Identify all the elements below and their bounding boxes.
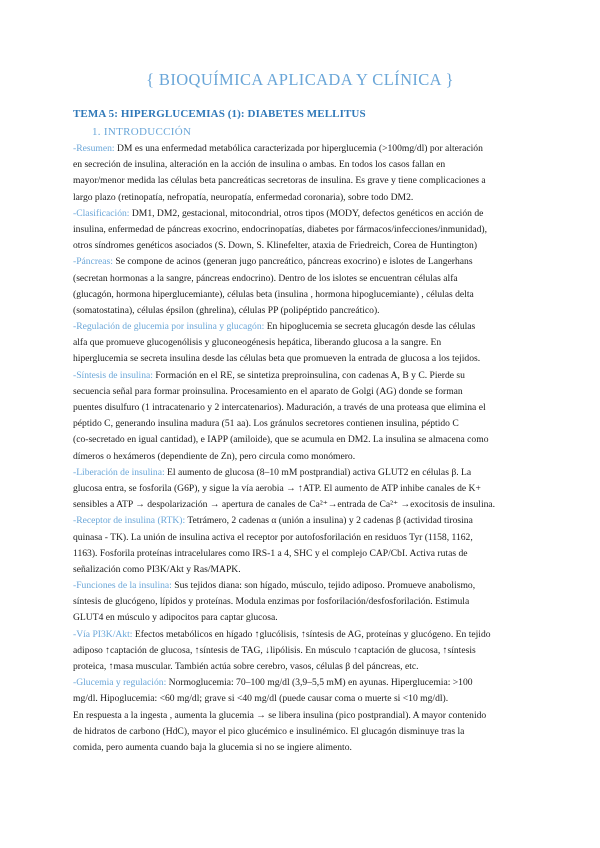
tema-heading: TEMA 5: HIPERGLUCEMIAS (1): DIABETES MELLITUS (73, 108, 366, 120)
text-line (73, 578, 533, 594)
paragraph-text: mayor/menor medida las células beta pancreáticas secretoras de insulina. Es grave y tiene complicaciones a (73, 175, 486, 187)
paragraph-text: puentes disulfuro (1 intracatenario y 2 intercatenarios). Maduración, a través de una proteasa que elimina el (73, 402, 486, 413)
text-line (73, 497, 533, 513)
paragraph-text: (co-secretado en igual cantidad), e IAPP (amiloide), que se acumula en DM2. La insulina se almacena como (73, 434, 489, 446)
text-line (73, 351, 533, 367)
paragraph-label: -Resumen: (73, 143, 115, 154)
text-line (73, 368, 533, 384)
paragraph-text: Sus tejidos diana: son hígado, músculo, tejido adiposo. Promueve anabolismo, (171, 580, 476, 592)
paragraph-label: -Clasificación: (73, 207, 130, 219)
text-line (73, 303, 533, 319)
paragraph-text: otros síndromes genéticos asociados (S. Down, S. Klinefelter, ataxia de Friedreich, Corea de Huntington) (73, 240, 478, 252)
paragraph-text: insulina, enfermedad de páncreas exocrino, endocrinopatías, diabetes por fármacos/infecciones/inmunidad), (73, 223, 487, 235)
section-heading: 1. INTRODUCCIÓN (92, 126, 192, 138)
text-line (73, 562, 533, 578)
document-body (73, 141, 533, 756)
paragraph-text: proteica, ↑masa muscular. También actúa sobre cerebro, vasos, células β del páncreas, etc. (73, 661, 419, 672)
paragraph-label: -Funciones de la insulina: (73, 580, 172, 592)
text-line (73, 546, 533, 562)
paragraph-text: En hipoglucemia se secreta glucagón desde las células (264, 321, 476, 333)
paragraph-text: DM1, DM2, gestacional, mitocondrial, otros tipos (MODY, defectos genéticos en acción de (129, 207, 484, 219)
paragraph-label: -Glucemia y regulación: (73, 677, 167, 689)
paragraph-text: (secretan hormonas a la sangre, páncreas endocrino). Dentro de los islotes se encuentran células alfa (73, 272, 458, 284)
text-line (73, 610, 533, 626)
text-line (73, 659, 533, 675)
paragraph-text: GLUT4 en músculo y adipocitos para captar glucosa. (73, 612, 278, 624)
document-title: { BIOQUÍMICA APLICADA Y CLÍNICA } (146, 70, 454, 89)
paragraph-text: alfa que promueve glucogenólisis y gluconeogénesis hepática, liberando glucosa a la sangre. En (73, 337, 442, 349)
text-line (73, 141, 533, 157)
paragraph-text: largo plazo (retinopatía, nefropatía, neuropatía, enfermedad coronaria), sobre todo DM2. (73, 191, 414, 203)
paragraph-text: 1163). Fosforila proteínas intracelulares como IRS-1 a 4, SHC y el complejo CAP/CbI. Activa rutas de (73, 547, 468, 559)
paragraph-text: en secreción de insulina, alteración en la acción de insulina o ambas. En todos los casos fallan en (73, 159, 446, 171)
text-line (73, 173, 533, 189)
paragraph-text: El aumento de glucosa (8–10 mM postprandial) activa GLUT2 en células β. La (164, 466, 472, 478)
text-line (73, 416, 533, 432)
paragraph-text: Efectos metabólicos en hígado ↑glucólisis, ↑síntesis de AG, proteínas y glucógeno. En tejido (132, 628, 491, 640)
text-line (73, 206, 533, 222)
paragraph-text: comida, pero aumenta cuando baja la glucemia si no se ingiere alimento. (73, 741, 352, 753)
paragraph-text: señalización como PI3K/Akt y Ras/MAPK. (73, 563, 241, 575)
paragraph-text: (glucagón, hormona hiperglucemiante), células beta (insulina , hormona hipoglucemiante) , células delta (73, 288, 474, 300)
text-line (73, 708, 533, 724)
paragraph-text: Normoglucemia: 70–100 mg/dl (3,9–5,5 mM) en ayunas. Hiperglucemia: >100 (166, 677, 473, 689)
text-line (73, 254, 533, 270)
paragraph-text: mg/dl. Hipoglucemia: <60 mg/dl; grave si <40 mg/dl (puede causar coma o muerte si <10 mg/dl). (73, 693, 449, 705)
paragraph-text: dímeros o hexámeros (dependiente de Zn), pero circula como monómero. (73, 450, 356, 462)
text-line (73, 157, 533, 173)
text-line (73, 481, 533, 497)
paragraph-text: de hidratos de carbono (HdC), mayor el pico glucémico e insulinémico. El glucagón disminuye tras la (73, 725, 465, 737)
paragraph-text: En respuesta a la ingesta , aumenta la glucemia → se libera insulina (pico postprandial). A mayor contenido (73, 709, 487, 721)
text-line (73, 740, 533, 756)
paragraph-text: hiperglucemia se secreta insulina desde las células beta que promueven la entrada de glucosa a los tejidos. (73, 353, 481, 365)
text-line (73, 271, 533, 287)
paragraph-label: -Regulación de glucemia por insulina y glucagón: (73, 321, 265, 333)
paragraph-text: síntesis de glucógeno, lípidos y proteínas. Modula enzimas por fosforilación/desfosforilación. Estimula (73, 596, 470, 608)
text-line (73, 432, 533, 448)
text-line (73, 594, 533, 610)
paragraph-text: secuencia señal para formar proinsulina. Procesamiento en el aparato de Golgi (AG) donde se forman (73, 385, 463, 397)
paragraph-text: quinasa - TK). La unión de insulina activa el receptor por autofosforilación en residuos Tyr (1158, 1162, (73, 531, 473, 543)
text-line (73, 190, 533, 206)
paragraph-label: -Liberación de insulina: (73, 466, 165, 478)
text-line (73, 691, 533, 707)
text-line (73, 238, 533, 254)
text-line (73, 513, 533, 529)
paragraph-text: sensibles a ATP → despolarización → apertura de canales de Ca²⁺→entrada de Ca²⁺ →exocitosis de insulina. (73, 499, 496, 511)
paragraph-text: péptido C, generando insulina madura (51 aa). Los gránulos secretores contienen insulina, péptido C (73, 418, 459, 430)
text-line (73, 643, 533, 659)
paragraph-text: glucosa entra, se fosforila (G6P), y sigue la vía aerobia → ↑ATP. El aumento de ATP inhibe canales de K+ (73, 482, 481, 494)
text-line (73, 222, 533, 238)
text-line (73, 384, 533, 400)
text-line (73, 287, 533, 303)
paragraph-text: Se compone de acinos (generan jugo pancreático, páncreas exocrino) e islotes de Langerhans (112, 256, 473, 268)
paragraph-label: -Vía PI3K/Akt: (73, 628, 133, 640)
paragraph-label: -Síntesis de insulina: (73, 369, 153, 381)
text-line (73, 627, 533, 643)
paragraph-text: DM es una enfermedad metabólica caracterizada por hiperglucemia (>100mg/dl) por alteración (114, 143, 483, 154)
text-line (73, 675, 533, 691)
text-line (73, 449, 533, 465)
paragraph-text: adiposo ↑captación de glucosa, ↑síntesis de TAG, ↓lipólisis. En músculo ↑captación de glucosa, ↑síntesis (73, 644, 476, 656)
paragraph-label: -Páncreas: (73, 256, 113, 268)
text-line (73, 724, 533, 740)
text-line (73, 400, 533, 416)
text-line (73, 465, 533, 481)
paragraph-text: (somatostatina), células épsilon (ghrelina), células PP (polipéptido pancreático). (73, 304, 380, 316)
text-line (73, 319, 533, 335)
text-line (73, 335, 533, 351)
paragraph-text: Formación en el RE, se sintetiza preproinsulina, con cadenas A, B y C. Pierde su (152, 369, 465, 381)
paragraph-label: -Receptor de insulina (RTK): (73, 515, 186, 527)
text-line (73, 530, 533, 546)
paragraph-text: Tetrámero, 2 cadenas α (unión a insulina) y 2 cadenas β (actividad tirosina (185, 515, 473, 527)
